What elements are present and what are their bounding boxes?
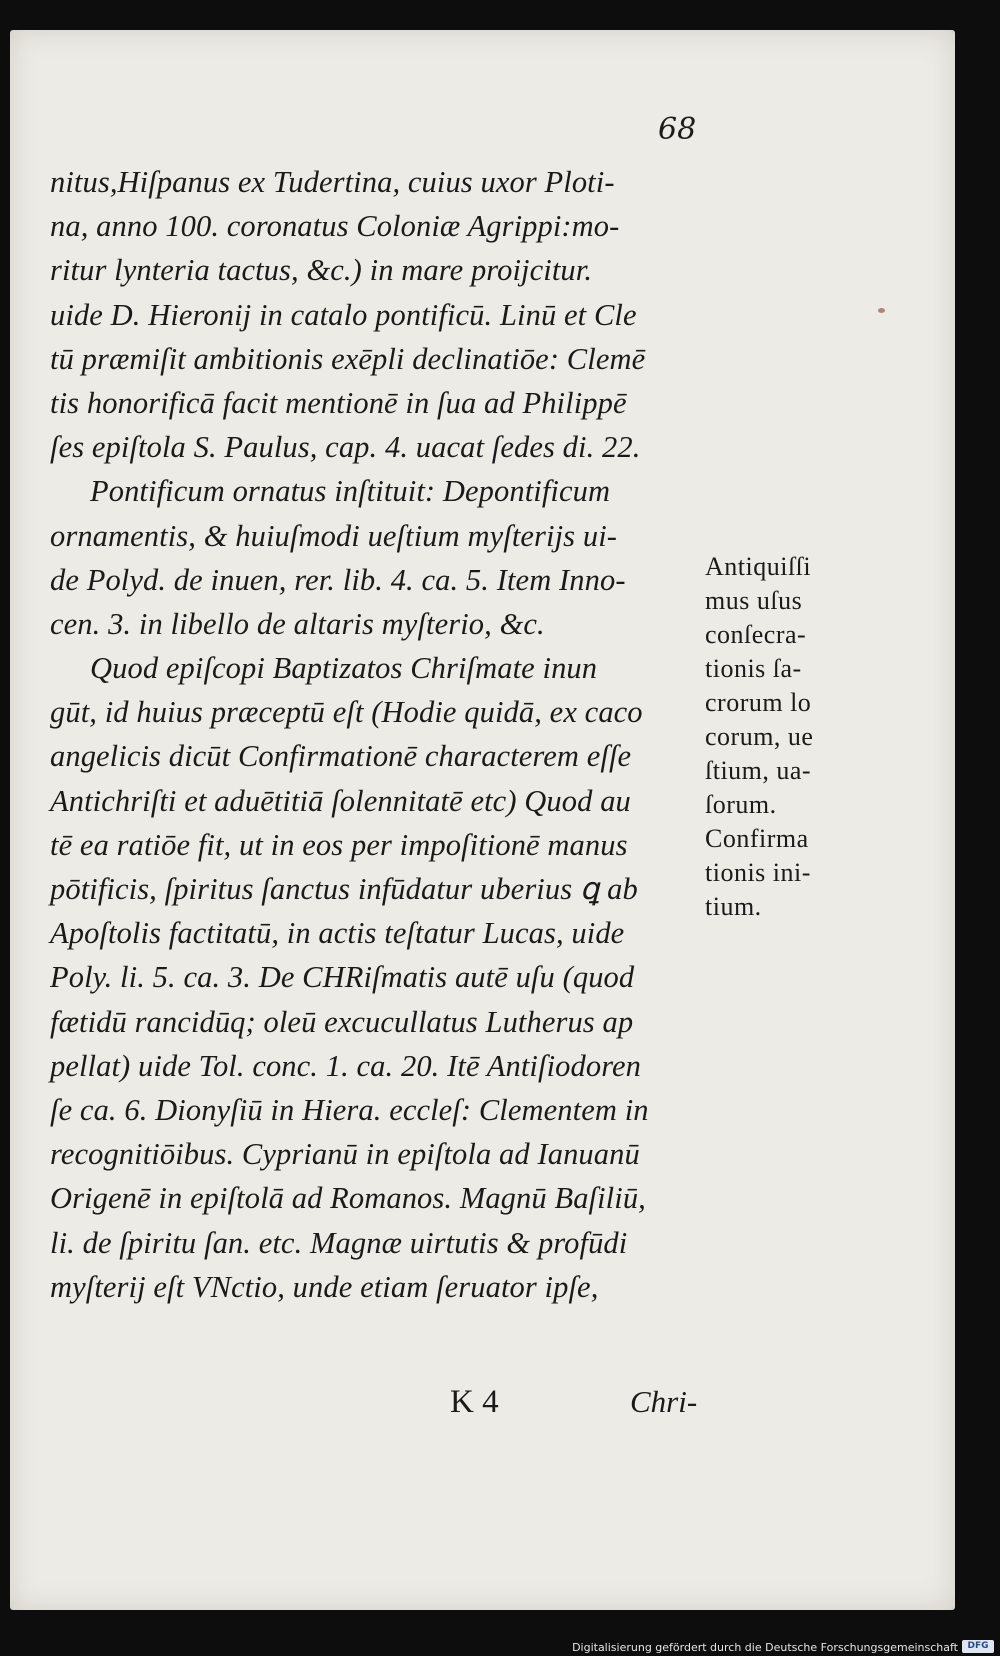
text-line: Pontificum ornatus inſtituit: Depontificum xyxy=(90,474,611,509)
text-line: tis honorificā facit mentionē in ſua ad Philippē xyxy=(50,385,627,420)
marginal-line: ſorum. xyxy=(705,790,777,819)
text-line: ritur lynteria tactus, &c.) in mare proijcitur. xyxy=(50,253,593,288)
marginal-line: ſtium, ua- xyxy=(705,756,812,785)
book-page xyxy=(10,30,955,1610)
text-line: Antichriſti et aduētitiā ſolennitatē etc) Quod au xyxy=(50,783,631,818)
marginal-line: tionis ini- xyxy=(705,858,811,887)
text-line: tū præmiſit ambitionis exēpli declinatiōe: Clemē xyxy=(50,341,646,376)
text-line: ſes epiſtola S. Paulus, cap. 4. uacat ſedes di. 22. xyxy=(50,430,641,465)
text-line: pellat) uide Tol. conc. 1. ca. 20. Itē Antiſiodoren xyxy=(50,1048,642,1083)
text-line: na, anno 100. coronatus Coloniæ Agrippi:mo- xyxy=(50,209,620,244)
marginal-line: corum, ue xyxy=(705,722,814,751)
page-number: 68 xyxy=(658,112,697,147)
marginal-note xyxy=(705,550,905,924)
text-line: nitus,Hiſpanus ex Tudertina, cuius uxor Ploti- xyxy=(50,165,615,199)
text-line: uide D. Hieronij in catalo pontificū. Linū et Cle xyxy=(50,297,637,332)
text-line: angelicis dicūt Confirmationē characterem eſſe xyxy=(50,739,632,774)
marginal-line: mus uſus xyxy=(705,586,803,615)
marginal-line: Confirma xyxy=(705,824,809,853)
page-footer-line xyxy=(50,1384,710,1434)
marginal-line: tium. xyxy=(705,892,762,921)
dfg-logo xyxy=(962,1640,994,1653)
text-line: tē ea ratiōe fit, ut in eos per impoſitionē manus xyxy=(50,827,628,862)
dfg-logo-text: DFG xyxy=(967,1641,989,1651)
text-line: recognitiōibus. Cyprianū in epiſtola ad Ianuanū xyxy=(50,1137,640,1172)
digitization-credit: Digitalisierung gefördert durch die Deutsche Forschungsgemeinschaft xyxy=(572,1641,958,1654)
marginal-line: crorum lo xyxy=(705,688,812,717)
body-text xyxy=(50,160,690,1309)
text-line: ſe ca. 6. Dionyſiū in Hiera. eccleſ: Clementem in xyxy=(50,1092,649,1127)
ink-spot xyxy=(878,308,885,313)
marginal-line: Antiquiſſi xyxy=(705,552,812,581)
text-line: Apoſtolis factitatū, in actis teſtatur Lucas, uide xyxy=(50,916,625,951)
signature-mark: K 4 xyxy=(450,1384,499,1420)
text-line: Poly. li. 5. ca. 3. De CHRiſmatis autē uſu (quod xyxy=(50,960,635,995)
text-line: myſterij eſt VNctio, unde etiam ſeruator ipſe, xyxy=(50,1269,599,1304)
text-line: gūt, id huius præceptū eſt (Hodie quidā, ex caco xyxy=(50,695,643,730)
text-line: Quod epiſcopi Baptizatos Chriſmate inun xyxy=(90,651,598,686)
text-line: cen. 3. in libello de altaris myſterio, &c. xyxy=(50,606,545,641)
text-line: fætidū rancidūq; oleū excucullatus Lutherus ap xyxy=(50,1004,634,1039)
text-line: Origenē in epiſtolā ad Romanos. Magnū Baſiliū, xyxy=(50,1181,646,1216)
text-line: li. de ſpiritu ſan. etc. Magnæ uirtutis & profūdi xyxy=(50,1225,628,1260)
marginal-line: conſecra- xyxy=(705,620,807,649)
text-line: de Polyd. de inuen, rer. lib. 4. ca. 5. Item Inno- xyxy=(50,562,626,597)
text-line: ornamentis, & huiuſmodi ueſtium myſterijs ui- xyxy=(50,518,618,553)
text-line: pōtificis, ſpiritus ſanctus infūdatur uberius ꝗ ab xyxy=(50,872,638,906)
marginal-line: tionis ſa- xyxy=(705,654,802,683)
catchword: Chri- xyxy=(630,1384,698,1419)
